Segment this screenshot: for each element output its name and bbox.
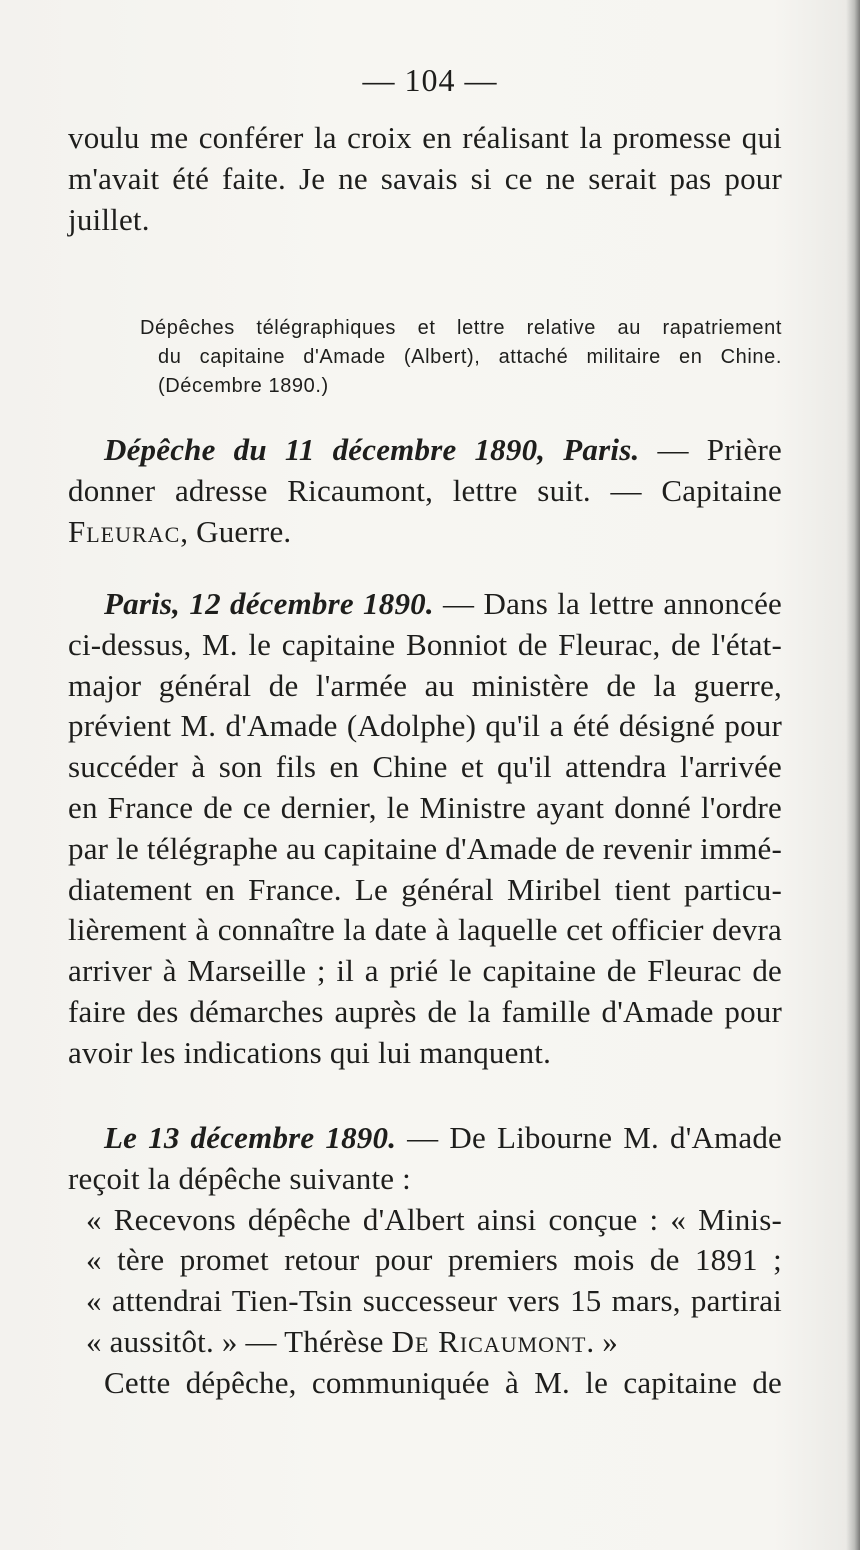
text-line: arriver à Marseille ; il a prié le capitaine de Fleurac de — [68, 953, 782, 989]
intro-paragraph — [68, 118, 782, 240]
text-line: prévient M. d'Amade (Adolphe) qu'il a été désigné pour — [68, 708, 782, 744]
dispatch-text: — De Libourne M. d'Amade — [396, 1120, 782, 1155]
dispatch-11-december — [68, 430, 782, 552]
dispatch-title-line — [68, 430, 782, 471]
quote-line — [68, 1322, 782, 1363]
quote-line: « Recevons dépêche d'Albert ainsi conçue : « Minis- — [86, 1201, 782, 1237]
text-line: avoir les indications qui lui manquent. — [68, 1034, 552, 1070]
dispatch-title-line — [68, 1118, 782, 1159]
text-line: lièrement à connaître la date à laquelle cet officier devra — [68, 912, 782, 948]
text-fragment: « aussitôt. » — Thérèse — [86, 1323, 392, 1359]
heading-line: du capitaine d'Amade (Albert), attaché militaire en Chine. — [158, 346, 782, 368]
text-line: en France de ce dernier, le Ministre ayant donné l'ordre — [68, 789, 782, 825]
quote-line: « tère promet retour pour premiers mois de 1891 ; — [86, 1242, 782, 1278]
letter-12-december — [68, 584, 782, 1074]
quoted-telegram — [68, 1200, 782, 1363]
text-line — [68, 512, 782, 553]
text-fragment: , Guerre. — [180, 513, 292, 549]
text-line: reçoit la dépêche suivante : — [68, 1160, 411, 1196]
heading-line: (Décembre 1890.) — [158, 375, 329, 397]
text-line: diatement en France. Le général Miribel tient particu- — [68, 871, 782, 907]
letter-title: Paris, 12 décembre 1890. — [104, 586, 434, 621]
text-fragment: . » — [586, 1323, 618, 1359]
text-line: par le télégraphe au capitaine d'Amade de revenir immé- — [68, 830, 782, 866]
text-line: succéder à son fils en Chine et qu'il attendra l'arrivée — [68, 749, 782, 785]
signatory-name: Fleurac — [68, 513, 181, 549]
text-line: m'avait été faite. Je ne savais si ce ne serait pas pour — [68, 160, 782, 196]
dispatch-title: Le 13 décembre 1890. — [104, 1120, 397, 1155]
dispatch-text: — Prière — [639, 432, 782, 467]
text-line: major général de l'armée au ministère de la guerre, — [68, 667, 782, 703]
dispatch-title: Dépêche du 11 décembre 1890, Paris. — [104, 432, 640, 467]
heading-line: Dépêches télégraphiques et lettre relative au rapatriement — [140, 317, 782, 339]
text-line: ci-dessus, M. le capitaine Bonniot de Fleurac, de l'état- — [68, 626, 782, 662]
text-line: faire des démarches auprès de la famille d'Amade pour — [68, 993, 782, 1029]
letter-text: — Dans la lettre annoncée — [433, 586, 782, 621]
dispatch-13-december — [68, 1118, 782, 1404]
quote-line: « attendrai Tien-Tsin successeur vers 15 mars, partirai — [86, 1283, 782, 1319]
page-number: — 104 — — [362, 62, 498, 98]
section-heading — [140, 314, 782, 401]
letter-title-line — [68, 584, 782, 625]
text-line: voulu me conférer la croix en réalisant la promesse qui — [68, 120, 782, 155]
signatory-name: De Ricaumont — [391, 1323, 587, 1359]
text-line: juillet. — [68, 201, 150, 237]
page-spine-shadow — [846, 0, 860, 1550]
text-line: donner adresse Ricaumont, lettre suit. — Capitaine — [68, 472, 782, 508]
text-line: Cette dépêche, communiquée à M. le capitaine de — [104, 1364, 782, 1400]
